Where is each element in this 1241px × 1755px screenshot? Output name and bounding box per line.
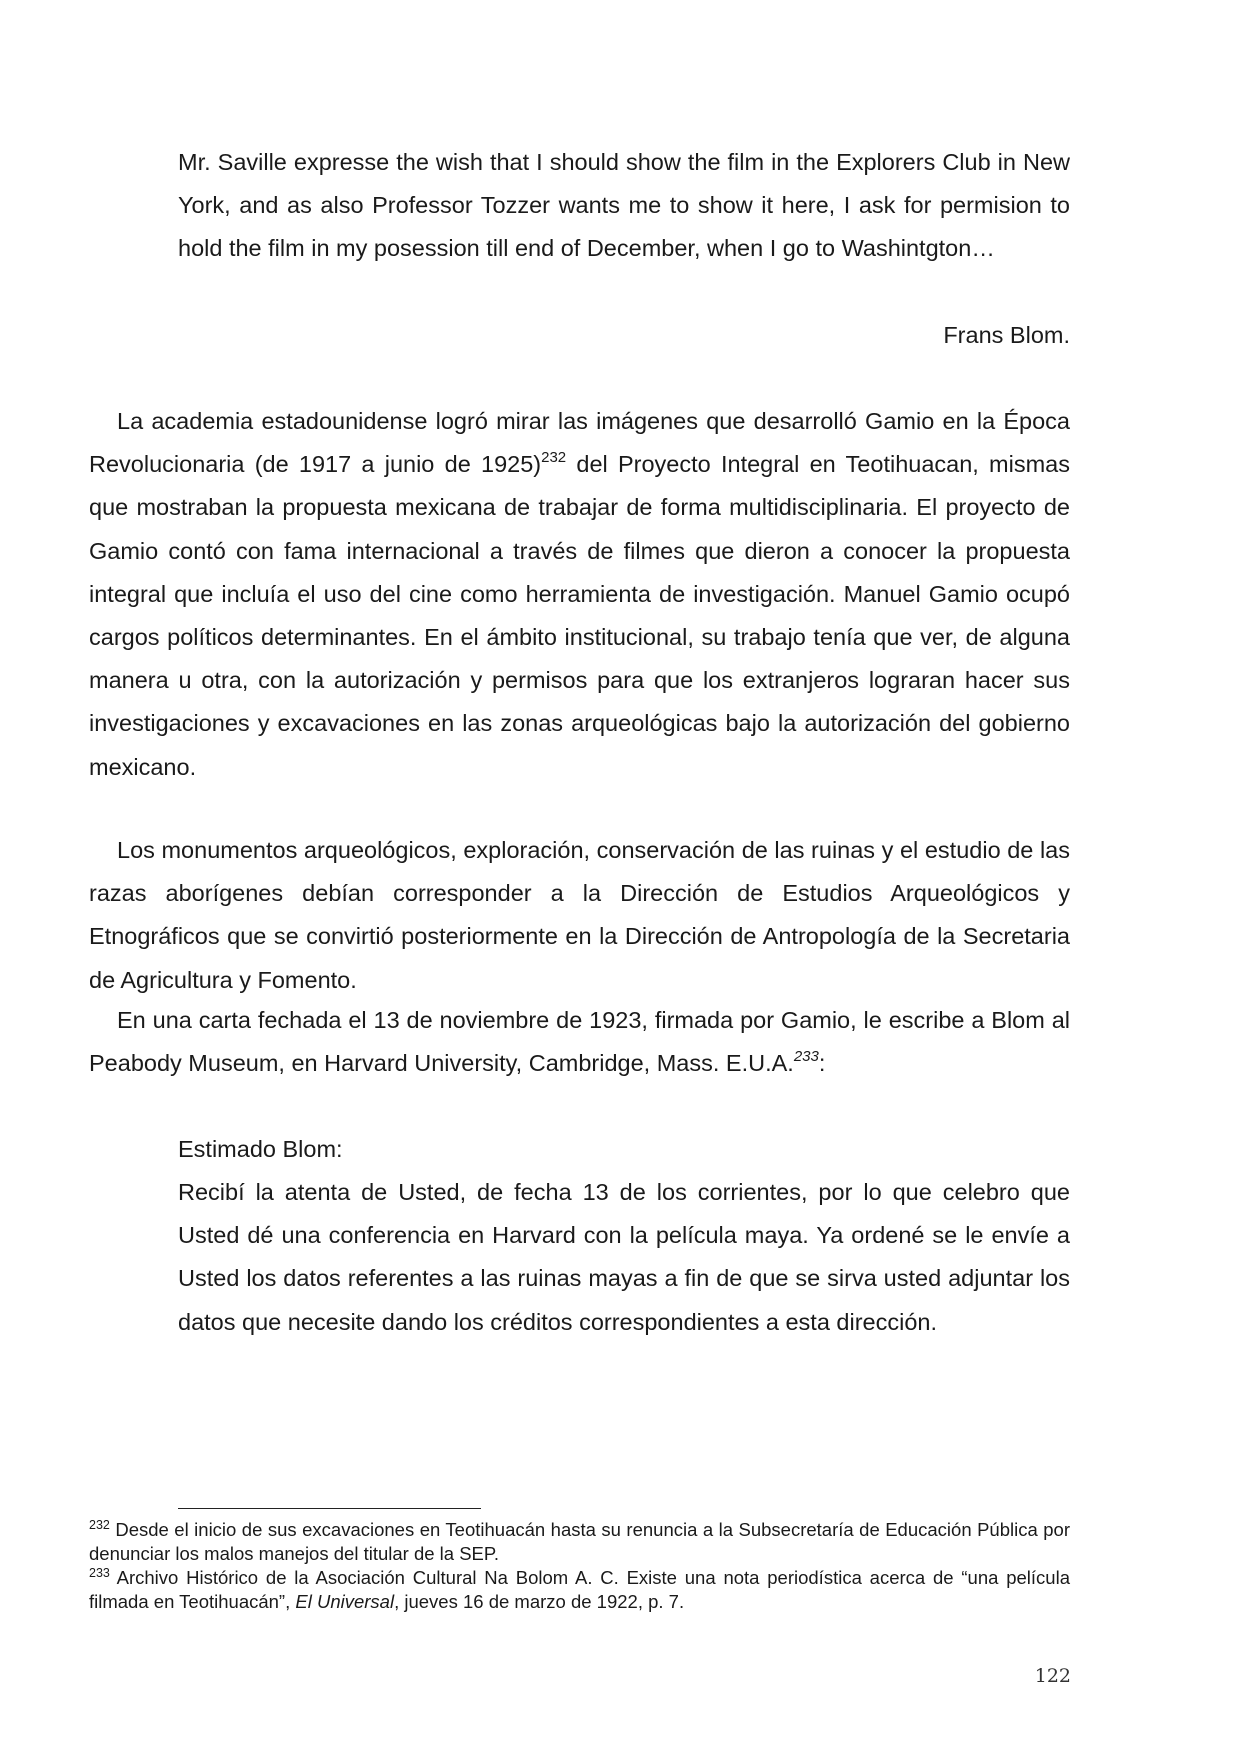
signature-frans-blom: Frans Blom.: [943, 322, 1070, 348]
quote-gamio-letter: Recibí la atenta de Usted, de fecha 13 de los corrientes, por lo que celebro que Usted dé una conferencia en Harvard con la película maya. Ya ordené se le envíe a Usted los datos referentes a las ruinas mayas a fin de que se sirva usted adjuntar los datos que necesite dando los créditos correspondientes a esta dirección.: [178, 1179, 1070, 1335]
footnote-ref-232: 232: [541, 449, 567, 467]
page-number: 122: [1034, 1665, 1071, 1687]
footnote-ref-233-num: 233: [793, 1048, 819, 1066]
footnote-233: [89, 1566, 1070, 1614]
paragraph-carta-text-a: En una carta fechada el 13 de noviembre de 1923, firmada por Gamio, le escribe a Blom al Peabody Museum, en Harvard University, Cambridge, Mass. E.U.A.: [89, 1007, 1070, 1077]
footnote-233-text-a: Archivo Histórico de la Asociación Cultural Na Bolom A. C. Existe una nota periodística acerca de “una película filmada en Teotihuacán”,: [89, 1567, 1070, 1612]
footnote-ref-233: [794, 1048, 819, 1065]
footnote-232-text: Desde el inicio de sus excavaciones en Teotihuacán hasta su renuncia a la Subsecretaría de Educación Pública por denunciar los malos manejos del titular de la SEP.: [89, 1519, 1070, 1564]
paragraph-monumentos: Los monumentos arqueológicos, exploración, conservación de las ruinas y el estudio de las razas aborígenes debían corresponder a la Dirección de Estudios Arqueológicos y Etnográficos que se convirtió posteriormente en la Dirección de Antropología de la Secretaria de Agricultura y Fomento.: [89, 837, 1070, 993]
paragraph-academia: [89, 400, 1070, 789]
footnote-233-italic: El Universal: [295, 1591, 395, 1612]
footnote-233-num: 233: [89, 1566, 110, 1580]
paragraph-academia-text-a: La academia estadounidense logró mirar las imágenes que desarrolló Gamio en la Época Revolucionaria (de 1917 a junio de 1925): [89, 408, 1070, 478]
paragraph-academia-text-b: del Proyecto Integral en Teotihuacan, mismas que mostraban la propuesta mexicana de trabajar de forma multidisciplinaria. El proyecto de Gamio contó con fama internacional a través de filmes que dieron a conocer la propuesta integral que incluía el uso del cine como herramienta de investigación. Manuel Gamio ocupó cargos políticos determinantes. En el ámbito institucional, su trabajo tenía que ver, de alguna manera u otra, con la autorización y permisos para que los extranjeros lograran hacer sus investigaciones y excavaciones en las zonas arqueológicas bajo la autorización del gobierno mexicano.: [89, 451, 1070, 780]
paragraph-carta-text-b: :: [818, 1050, 826, 1077]
quote-frans-blom: Mr. Saville expresse the wish that I should show the film in the Explorers Club in New York, and as also Professor Tozzer wants me to show it here, I ask for permision to hold the film in my posession till end of December, when I go to Washintgton…: [178, 149, 1070, 262]
paragraph-carta: [89, 999, 1070, 1085]
footnote-233-text-b: , jueves 16 de marzo de 1922, p. 7.: [394, 1591, 685, 1612]
footnote-separator: [178, 1508, 481, 1509]
letter-salutation: Estimado Blom:: [178, 1136, 343, 1162]
footnote-232-num: 232: [89, 1518, 110, 1532]
footnote-232: [89, 1518, 1070, 1566]
